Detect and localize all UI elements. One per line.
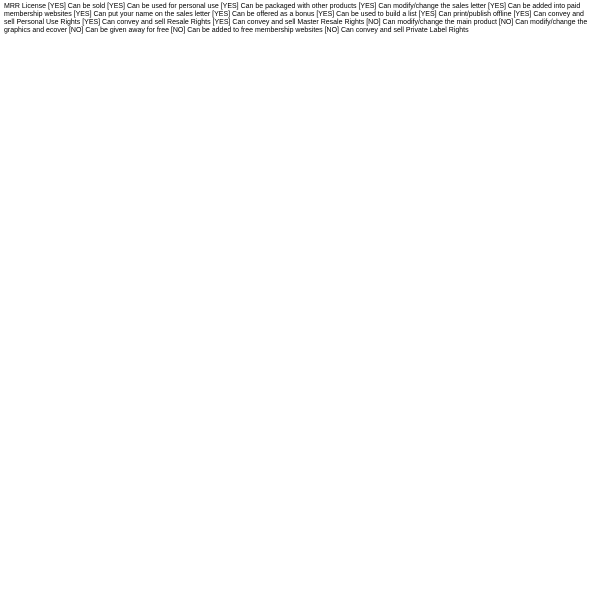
license-text: MRR License [YES] Can be sold [YES] Can be used for personal use [YES] Can be packaged with other products [YES] Can modify/change the sales letter [YES] Can be added into paid membership websites [YES] Can put your name on the sales letter [YES] Can be offered as a bonus [YES] Can be used to build a list [YES] Can print/publish offline [YES] Can convey and sell Personal Use Rights [YES] Can convey and sell Resale Rights [YES] Can convey and sell Master Resale Rights [NO] Can modify/change the main product [NO] Can modify/change the graphics and ecover [NO] Can be given away for free [NO] Can be added to free membership websites [NO] Can convey and sell Private Label Rights [4, 3, 588, 34]
